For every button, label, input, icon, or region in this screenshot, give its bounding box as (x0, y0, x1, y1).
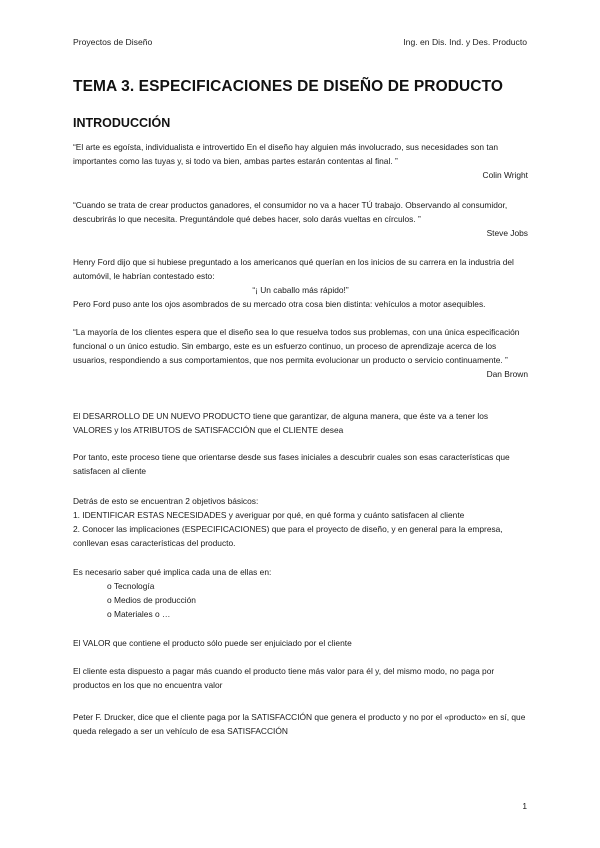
quote-text: “El arte es egoísta, individualista e introvertido En el diseño hay alguien más involucrado, sus necesidades son tan importantes como las tuyas y, si todo va bien, ambas partes estarán contentas al final. ” (73, 142, 499, 166)
objective-item: 1. IDENTIFICAR ESTAS NECESIDADES y averiguar por qué, en qué forma y cuánto satisfacen al cliente (73, 510, 465, 520)
list-item: o Tecnología (107, 579, 528, 593)
paragraph-client-pays: El cliente esta dispuesto a pagar más cuando el producto tiene más valor para él y, del mismo modo, no paga por productos en los que no encuentra valor (73, 666, 495, 690)
implications-bullets (73, 579, 528, 621)
ford-outro: Pero Ford puso ante los ojos asombrados de su mercado otra cosa bien distinta: vehículos a motor asequibles. (73, 299, 486, 309)
implications-list (73, 565, 528, 621)
objectives-list (73, 494, 528, 550)
quote-author: Dan Brown (486, 369, 528, 379)
henry-ford-paragraph (73, 255, 528, 311)
objective-item: 2. Conocer las implicaciones (ESPECIFICACIONES) que para el proyecto de diseño, y en general para la empresa, conllevan esas características del producto. (73, 524, 503, 548)
quote-text: “Cuando se trata de crear productos ganadores, el consumidor no va a hacer TÚ trabajo. Observando al consumidor, descubrirás lo que necesita. Preguntándole qué debes hacer, solo darás vueltas en círculos. ” (73, 200, 508, 224)
header-course-title: Proyectos de Diseño (73, 37, 153, 47)
list-item: o Medios de producción (107, 593, 528, 607)
page-number: 1 (522, 801, 527, 811)
paragraph-value: El VALOR que contiene el producto sólo puede ser enjuiciado por el cliente (73, 638, 352, 648)
header-degree: Ing. en Dis. Ind. y Des. Producto (403, 37, 527, 47)
list-item: o Materiales o … (107, 607, 528, 621)
quote-steve-jobs (73, 198, 528, 240)
paragraph-drucker: Peter F. Drucker, dice que el cliente paga por la SATISFACCIÓN que genera el producto y no por el «producto» en sí, que queda relegado a ser un vehículo de esa SATISFACCIÓN (73, 712, 526, 736)
page-title: TEMA 3. ESPECIFICACIONES DE DISEÑO DE PRODUCTO (73, 78, 504, 95)
quote-colin-wright (73, 140, 528, 182)
quote-dan-brown (73, 325, 528, 381)
ford-intro: Henry Ford dijo que si hubiese preguntado a los americanos qué querían en los inicios de su carrera en la industria del automóvil, le habrían contestado esto: (73, 257, 514, 281)
paragraph-new-product: El DESARROLLO DE UN NUEVO PRODUCTO tiene que garantizar, de alguna manera, que éste va a tener los VALORES y los ATRIBUTOS de SATISFACCIÓN que el CLIENTE desea (73, 411, 489, 435)
implications-intro: Es necesario saber qué implica cada una de ellas en: (73, 567, 272, 577)
quote-text: “La mayoría de los clientes espera que el diseño sea lo que resuelva todos sus problemas, con una única especificación funcional o un único estudio. Sin embargo, este es un esfuerzo continuo, un proceso de aprendizaje acerca de los usuarios, respondiendo a sus comportamientos, que nos permita evolucionar un producto o servicio continuamente. ” (73, 327, 520, 365)
objectives-intro: Detrás de esto se encuentran 2 objetivos básicos: (73, 496, 259, 506)
section-heading: INTRODUCCIÓN (73, 116, 171, 130)
quote-author: Steve Jobs (486, 228, 528, 238)
quote-author: Colin Wright (482, 170, 528, 180)
paragraph-process: Por tanto, este proceso tiene que orientarse desde sus fases iniciales a descubrir cuales son esas características que satisfacen al cliente (73, 452, 510, 476)
ford-quote: “¡ Un caballo más rápido!” (252, 285, 349, 295)
